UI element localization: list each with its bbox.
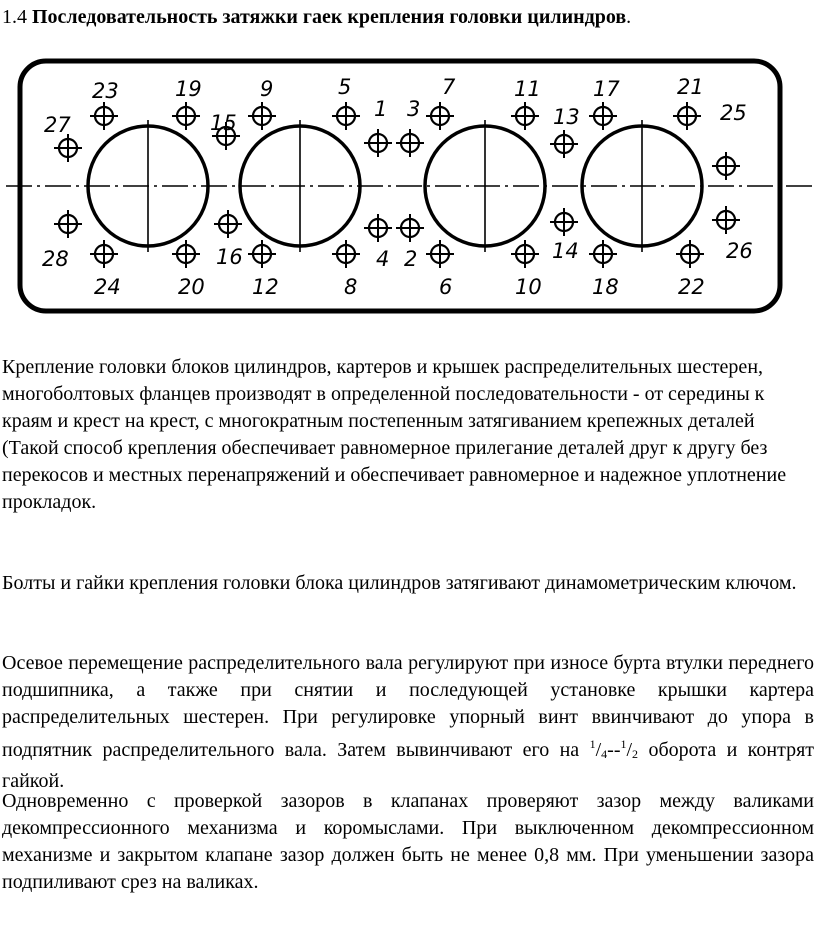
bolt-label-2: 2 [404, 247, 418, 271]
fraction-2-denominator: 2 [632, 747, 639, 761]
bolt-label-21: 21 [677, 75, 704, 99]
bolt-label-1: 1 [374, 97, 388, 121]
bolt-label-20: 20 [178, 275, 205, 299]
bolt-26 [712, 206, 740, 234]
paragraph-torque-wrench: Болты и гайки крепления головки блока цилиндров затягивают динамометрическим ключом. [2, 572, 797, 594]
bolt-18 [589, 240, 617, 268]
bolt-label-19: 19 [175, 77, 202, 101]
bolt-label-7: 7 [442, 75, 456, 99]
bolt-20 [172, 240, 200, 268]
fraction-2-numerator: 1 [620, 737, 627, 751]
fraction-1-denominator: 4 [601, 747, 608, 761]
bolt-label-9: 9 [260, 77, 274, 101]
cylinder-head-tightening-diagram [0, 48, 816, 318]
bolt-14 [550, 208, 578, 236]
fraction-separator: -- [607, 739, 621, 761]
camshaft-text-tail: оборота и контрят гайкой. [2, 739, 815, 792]
bolt-23 [90, 102, 118, 130]
bolt-16 [214, 210, 242, 238]
fraction-1-numerator: 1 [589, 737, 596, 751]
bolt-label-14: 14 [552, 239, 579, 263]
bolt-label-12: 12 [252, 275, 279, 299]
bolt-6 [426, 240, 454, 268]
bolt-label-13: 13 [553, 105, 580, 129]
bolt-17 [589, 102, 617, 130]
bolt-9 [248, 102, 276, 130]
paragraph-tightening-order: Крепление головки блоков цилиндров, картеров и крышек распределительных шестерен, многоболтовых фланцев производят в определенной последовательности - от середины к краям и крест на крест, с многократным постепенным затягиванием крепежных деталей (Такой способ крепления обеспечивает равномерное прилегание деталей друг к другу без перекосов и местных перенапряжений и обеспечивает равномерное и надежное уплотнение прокладок. [2, 356, 787, 513]
bolt-label-4: 4 [376, 247, 390, 271]
bolt-label-10: 10 [515, 275, 542, 299]
bolt-7 [426, 102, 454, 130]
bolt-label-18: 18 [592, 275, 619, 299]
camshaft-text: Осевое перемещение распределительного вала регулируют при износе бурта втулки переднего подшипника, а также при снятии и последующей установке крышки картера распределительных шестерен. При регулировке упорный винт ввинчивают до упора в подпятник распределительного вала. Затем вывинчивают его на [2, 652, 814, 761]
bolt-label-8: 8 [344, 275, 358, 299]
bolt-label-24: 24 [94, 275, 121, 299]
bolt-label-6: 6 [439, 275, 453, 299]
bolt-27 [54, 134, 82, 162]
bolt-1 [364, 129, 392, 157]
bolt-label-28: 28 [42, 247, 69, 271]
bolt-25 [712, 152, 740, 180]
paragraph-camshaft-axial-play [2, 650, 814, 795]
bolt-label-26: 26 [726, 239, 753, 263]
bolt-label-22: 22 [678, 275, 705, 299]
bolt-4 [364, 214, 392, 242]
bolt-label-16: 16 [216, 245, 243, 269]
bolt-28 [54, 210, 82, 238]
bolt-label-15: 15 [210, 111, 237, 135]
bolt-label-25: 25 [720, 101, 747, 125]
section-heading [2, 4, 631, 30]
bolt-label-3: 3 [407, 97, 421, 121]
bolt-3 [396, 129, 424, 157]
bolt-10 [511, 240, 539, 268]
bolt-24 [90, 240, 118, 268]
section-number: 1.4 [2, 6, 27, 28]
bolt-8 [332, 240, 360, 268]
bolt-label-27: 27 [44, 113, 71, 137]
bolt-19 [172, 102, 200, 130]
section-title: Последовательность затяжки гаек крепления головки цилиндров [32, 6, 627, 28]
fraction-range: $^1/_4--^1/_2$ [589, 737, 639, 761]
bolt-5 [332, 102, 360, 130]
bolt-22 [676, 240, 704, 268]
bolt-label-11: 11 [514, 77, 541, 101]
bolt-label-23: 23 [92, 79, 119, 103]
bolt-13 [550, 130, 578, 158]
bolt-12 [248, 240, 276, 268]
bolt-label-5: 5 [338, 75, 352, 99]
heading-period: . [626, 6, 632, 28]
bolt-2 [396, 214, 424, 242]
bolt-label-17: 17 [593, 77, 620, 101]
bolt-21 [673, 102, 701, 130]
paragraph-decompression-gap: Одновременно с проверкой зазоров в клапанах проверяют зазор между валиками декомпрессионного механизма и коромыслами. При выключенном декомпрессионном механизме и закрытом клапане зазор должен быть не менее 0,8 мм. При уменьшении зазора подпиливают срез на валиках. [2, 790, 814, 893]
bolt-11 [511, 102, 539, 130]
